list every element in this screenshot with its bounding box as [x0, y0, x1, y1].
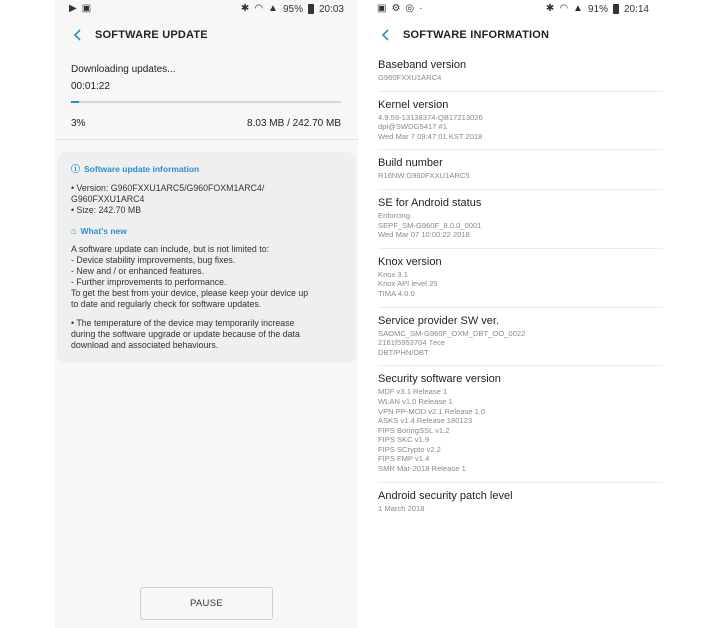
info-item-security-patch[interactable]: [378, 483, 663, 522]
status-bar: [55, 0, 358, 18]
info-item-title: Kernel version: [378, 98, 449, 111]
battery-percent: 91%: [587, 3, 608, 15]
download-size: 8.03 MB / 242.70 MB: [247, 118, 341, 129]
info-item-value: 1 March 2018: [378, 503, 425, 513]
whats-new-line: - Device stability improvements, bug fixes.: [71, 255, 236, 265]
version-info: [71, 183, 342, 216]
whats-new-heading: [71, 226, 342, 236]
info-item-value: Knox 3.1 Knox API level 25 TIMA 4.0.0: [378, 269, 438, 298]
signal-icon: ▲: [573, 3, 583, 14]
back-arrow-icon[interactable]: [375, 24, 397, 46]
info-item-title: Android security patch level: [378, 489, 513, 502]
notice-line: • The temperature of the device may temporarily increase: [71, 318, 295, 328]
info-item-value: MDF v3.1 Release 1 WLAN v1.0 Release 1 VPN PP-MOD v2.1 Release 1.0 ASKS v1.4 Release 180123 FIPS BoringSSL v1.2 FIPS SKC v1.9 FIPS SCrypto v2.2 FIPS FMP v1.4 SMR Mar-2018 Release 1: [378, 387, 486, 474]
download-progress-bar: [71, 101, 341, 103]
info-item-value: SAOMC_SM-G960F_OXM_DBT_OO_0022 2161f5953704 7ece DBT/PHN/DBT: [378, 328, 526, 357]
bluetooth-icon: ✱: [240, 3, 250, 14]
info-item-value: G960FXXU1ARC4: [378, 73, 442, 82]
notice-line: during the software upgrade or update because of the data: [71, 329, 300, 339]
wifi-icon: ◠: [254, 3, 264, 14]
page-title: SOFTWARE UPDATE: [95, 29, 208, 41]
whats-new-text: [71, 244, 342, 310]
more-notifications-icon: ·: [419, 3, 423, 14]
play-store-icon: ▶: [69, 3, 77, 14]
gift-icon: ⌂: [71, 226, 77, 236]
whats-new-line: - New and / or enhanced features.: [71, 266, 205, 276]
status-time: 20:03: [318, 3, 344, 15]
settings-notification-icon: ⚙: [391, 3, 401, 14]
whatsapp-icon: ◎: [405, 3, 415, 14]
temperature-notice: [71, 318, 342, 351]
info-item-title: Knox version: [378, 255, 442, 268]
gallery-icon: ▣: [377, 3, 387, 14]
info-line: • Size: 242.70 MB: [71, 205, 142, 215]
info-item-title: SE for Android status: [378, 196, 482, 209]
info-line: G960FXXU1ARC4: [71, 194, 145, 204]
info-item-security-software[interactable]: [378, 366, 663, 482]
info-item-title: Baseband version: [378, 59, 467, 71]
info-item-kernel[interactable]: [378, 92, 663, 151]
downloading-text: Downloading updates...: [71, 64, 176, 75]
battery-percent: 95%: [282, 3, 303, 15]
info-heading-label: Software update information: [84, 163, 200, 174]
image-notification-icon: ▣: [81, 3, 92, 14]
info-item-service-provider[interactable]: [378, 308, 663, 367]
update-info-card: [57, 152, 356, 363]
info-item-title: Security software version: [378, 373, 501, 386]
info-item-baseband[interactable]: [378, 52, 663, 92]
bluetooth-icon: ✱: [545, 3, 555, 14]
download-progress-fill: [71, 101, 79, 103]
divider: [55, 139, 358, 140]
pause-button[interactable]: PAUSE: [140, 587, 273, 620]
info-item-value: Enforcing SEPF_SM-G960F_8.0.0_0001 Wed Mar 07 10:00:22 2018: [378, 210, 482, 240]
elapsed-time: 00:01:22: [71, 81, 110, 92]
software-update-screen: [55, 0, 358, 628]
whats-new-label: What's new: [80, 226, 127, 236]
info-item-se-android[interactable]: [378, 190, 663, 249]
whats-new-line: A software update can include, but is not limited to:: [71, 244, 270, 254]
whats-new-line: - Further improvements to performance.: [71, 277, 227, 287]
info-item-title: Build number: [378, 157, 443, 170]
app-bar: [363, 18, 663, 52]
info-item-value: R16NW.G960FXXU1ARC5: [378, 171, 470, 181]
battery-icon: [613, 4, 619, 14]
info-item-build-number[interactable]: [378, 150, 663, 190]
info-heading: [71, 162, 342, 175]
app-bar: [55, 18, 358, 52]
notice-line: download and associated behaviours.: [71, 340, 219, 350]
status-bar: [363, 0, 663, 18]
whats-new-line: to date and regularly check for software updates.: [71, 299, 262, 309]
info-item-title: Service provider SW ver.: [378, 314, 500, 327]
back-arrow-icon[interactable]: [67, 24, 89, 46]
info-item-knox[interactable]: [378, 249, 663, 308]
info-item-value: 4.9.59-13138374-QB17213026 dpi@SWDG5417 #1 Wed Mar 7 09:47:01 KST 2018: [378, 112, 483, 141]
whats-new-line: To get the best from your device, please keep your device up: [71, 288, 309, 298]
software-info-list: [363, 52, 663, 521]
signal-icon: ▲: [268, 3, 278, 14]
info-icon: ⓘ: [71, 164, 81, 174]
status-time: 20:14: [623, 3, 649, 15]
progress-percent: 3%: [71, 118, 86, 129]
battery-icon: [308, 4, 314, 14]
page-title: SOFTWARE INFORMATION: [403, 29, 550, 41]
software-information-screen: [363, 0, 663, 628]
download-status: [55, 52, 358, 129]
info-line: • Version: G960FXXU1ARC5/G960FOXM1ARC4/: [71, 183, 265, 193]
progress-details: [71, 118, 341, 129]
wifi-icon: ◠: [559, 3, 569, 14]
